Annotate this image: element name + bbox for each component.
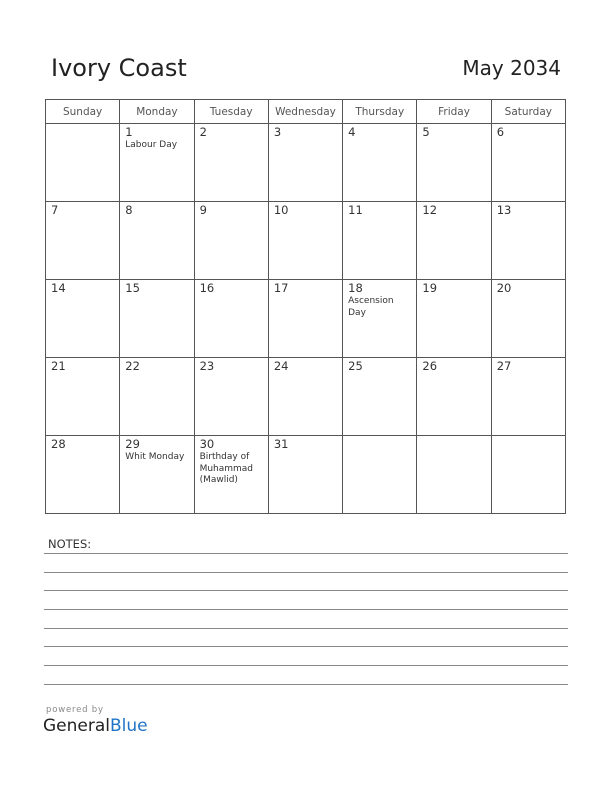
- day-cell: [417, 202, 491, 280]
- weekday-thursday: Thursday: [343, 100, 417, 124]
- day-number: 19: [422, 281, 438, 295]
- day-cell: [343, 202, 417, 280]
- brand-general: General: [43, 716, 110, 736]
- day-number: 2: [199, 125, 207, 139]
- day-number: 29: [125, 437, 140, 451]
- weekday-friday: Friday: [417, 100, 491, 124]
- note-line: [44, 609, 568, 610]
- weekday-header-row: [46, 100, 566, 124]
- day-number: 10: [273, 203, 289, 217]
- day-cell: [343, 358, 417, 436]
- day-number: 14: [51, 281, 66, 295]
- day-number: 30: [199, 437, 215, 451]
- holiday-label: Birthday of Muhammad (Mawlid): [199, 452, 254, 485]
- notes-label: NOTES:: [48, 537, 92, 551]
- note-line: [44, 553, 568, 554]
- day-cell: [491, 124, 565, 202]
- day-number: 9: [199, 203, 207, 217]
- day-cell: [268, 280, 342, 358]
- day-number: 26: [422, 359, 438, 373]
- calendar-grid: [45, 99, 566, 514]
- day-cell: [46, 436, 120, 514]
- day-cell: [268, 436, 342, 514]
- day-cell: [194, 202, 268, 280]
- day-number: 1: [125, 125, 133, 139]
- country-title: Ivory Coast: [51, 54, 187, 82]
- day-cell: [491, 280, 565, 358]
- day-number: 28: [51, 437, 66, 451]
- note-line: [44, 684, 568, 685]
- day-number: 21: [51, 359, 66, 373]
- note-line: [44, 572, 568, 573]
- day-cell: [194, 124, 268, 202]
- week-row: [46, 202, 566, 280]
- day-cell: [417, 124, 491, 202]
- day-number: 5: [422, 125, 430, 139]
- day-cell: [491, 436, 565, 514]
- note-line: [44, 628, 568, 629]
- holiday-label: Labour Day: [125, 140, 178, 150]
- day-number: 13: [496, 203, 512, 217]
- day-cell: [120, 280, 194, 358]
- month-year-title: May 2034: [462, 56, 561, 80]
- day-cell: [46, 202, 120, 280]
- day-number: 16: [199, 281, 215, 295]
- day-cell: [417, 358, 491, 436]
- day-cell: [343, 124, 417, 202]
- day-number: 12: [422, 203, 438, 217]
- week-row: [46, 436, 566, 514]
- note-line: [44, 665, 568, 666]
- day-number: 8: [125, 203, 133, 217]
- day-cell: [46, 124, 120, 202]
- day-number: 22: [125, 359, 140, 373]
- day-cell: [343, 280, 417, 358]
- day-number: 7: [51, 203, 59, 217]
- weekday-saturday: Saturday: [491, 100, 565, 124]
- day-number: 23: [199, 359, 215, 373]
- day-number: 18: [348, 281, 363, 295]
- weekday-monday: Monday: [120, 100, 194, 124]
- day-cell: [268, 202, 342, 280]
- week-row: [46, 124, 566, 202]
- weekday-wednesday: Wednesday: [268, 100, 342, 124]
- brand-blue: Blue: [110, 716, 148, 736]
- holiday-label: Ascension Day: [348, 296, 394, 318]
- day-cell: [120, 436, 194, 514]
- note-line: [44, 590, 568, 591]
- day-cell: [343, 436, 417, 514]
- day-cell: [491, 358, 565, 436]
- day-number: 17: [273, 281, 289, 295]
- weekday-tuesday: Tuesday: [194, 100, 268, 124]
- day-cell: [120, 202, 194, 280]
- week-row: [46, 358, 566, 436]
- day-number: 25: [348, 359, 363, 373]
- day-cell: [417, 280, 491, 358]
- day-number: 4: [348, 125, 356, 139]
- day-cell: [46, 358, 120, 436]
- day-cell: [120, 124, 194, 202]
- day-cell: [491, 202, 565, 280]
- day-number: 20: [496, 281, 512, 295]
- day-cell: [194, 280, 268, 358]
- day-number: 27: [496, 359, 512, 373]
- day-number: 15: [125, 281, 140, 295]
- day-number: 24: [273, 359, 289, 373]
- week-row: [46, 280, 566, 358]
- day-number: 11: [348, 203, 363, 217]
- holiday-label: Whit Monday: [125, 452, 185, 462]
- day-number: 6: [496, 125, 505, 139]
- weekday-sunday: Sunday: [46, 100, 120, 124]
- day-cell: [194, 436, 268, 514]
- day-cell: [120, 358, 194, 436]
- day-cell: [46, 280, 120, 358]
- day-cell: [194, 358, 268, 436]
- day-number: 31: [273, 437, 289, 451]
- day-cell: [417, 436, 491, 514]
- day-cell: [268, 358, 342, 436]
- day-number: 3: [273, 125, 282, 139]
- note-line: [44, 646, 568, 647]
- generalblue-logo: [43, 716, 148, 736]
- day-cell: [268, 124, 342, 202]
- powered-by-text: powered by: [46, 705, 104, 715]
